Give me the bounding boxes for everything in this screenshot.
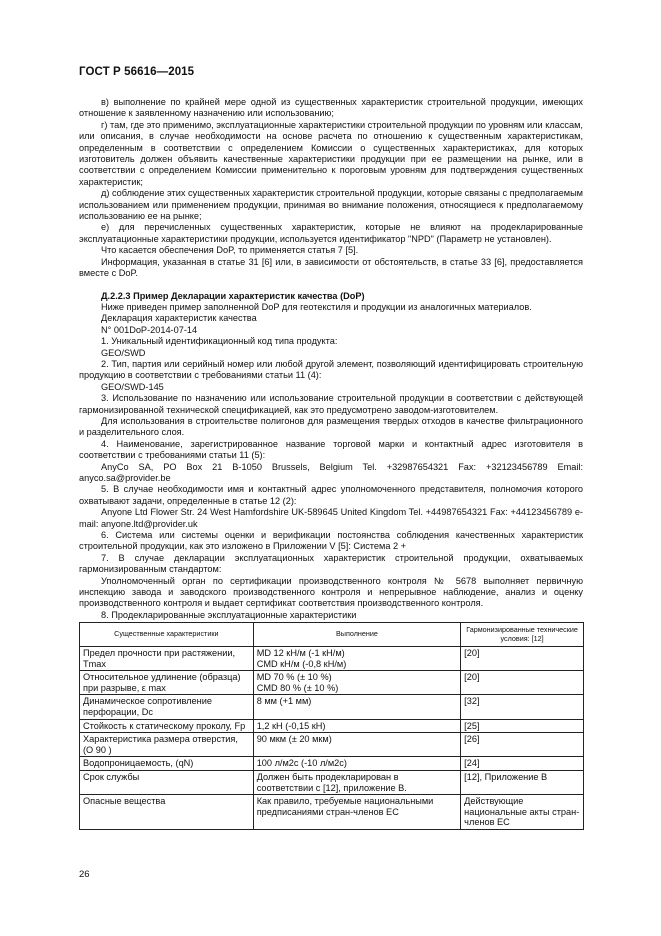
performance-table [79,622,584,830]
declaration-title: Декларация характеристик качества [101,313,257,324]
declaration-item: 2. Тип, партия или серийный номер или любой другой элемент, позволяющий идентифицировать строительную продукцию в соответствии с требованиями статьи 11 (4): [79,358,583,381]
paragraph: в) выполнение по крайней мере одной из существенных характеристик строительной продукции, имеющих отношение к заявленному назначению или использованию; [79,97,583,119]
table-cell: [24] [461,757,584,771]
paragraph: Информация, указанная в статье 31 [6] или, в зависимости от обстоятельств, в статье 33 [6], предоставляется вместе с DoP. [79,256,583,279]
table-row [80,719,584,733]
declaration-item: 5. В случае необходимости имя и контактный адрес уполномоченного представителя, полномочия которого охватывают задачи, определенные в статье 12 (2): [79,484,583,506]
declaration-item: 8. Продекларированные эксплуатационные характеристики [101,609,357,620]
section-intro: Ниже приведен пример заполненной DoP для геотекстиля и продукции из аналогичных материалов. [101,301,532,312]
table-header-cell: Выполнение [253,623,460,647]
declaration-item: GEO/SWD-145 [101,381,164,392]
declaration-item: 6. Система или системы оценки и верификации постоянства соблюдения качественных характеристик строительной продукции, как это изложено в Приложении V [5]: Система 2 + [79,530,583,552]
table-cell: Как правило, требуемые национальными предписаниями стран-членов ЕС [253,795,460,830]
table-cell: 8 мм (+1 мм) [253,695,460,719]
table-row [80,671,584,695]
table-cell: Предел прочности при растяжении, Tmax [80,647,254,671]
table-cell: MD 12 кН/м (-1 кН/м) CMD кН/м (-0,8 кН/м) [253,647,460,671]
table-row [80,757,584,771]
table-header-cell: Существенные характеристики [80,623,254,647]
table-cell: [12], Приложение В [461,771,584,795]
declaration-item: 4. Наименование, зарегистрированное название торговой марки и контактный адрес изготовителя в соответствии с требованиями статьи 11 (5): [79,438,583,461]
declaration-item: 1. Уникальный идентификационный код типа продукта: [101,336,338,347]
document-body [79,97,583,830]
table-cell: Относительное удлинение (образца) при разрыве, ε max [80,671,254,695]
declaration-item: Уполномоченный орган по сертификации производственного контроля № 5678 выполняет первичную инспекцию завода и заводского производственного контроля и непрерывное наблюдение, анализ и оценку производственного контроля и выдает сертификат соответствия производственного контроля. [79,575,583,609]
table-cell: 90 мкм (± 20 мкм) [253,733,460,757]
table-header-cell: Гармонизированные технические условия: [12] [461,623,584,647]
table-cell: 100 л/м2с (-10 л/м2с) [253,757,460,771]
declaration-item: Для использования в строительстве полигонов для размещения твердых отходов в качестве фильтрационного и разделительного слоя. [79,415,583,438]
page-number: 26 [79,869,90,880]
table-cell: Срок службы [80,771,254,795]
table-cell: 1,2 кН (-0,15 кН) [253,719,460,733]
table-cell: Характеристика размера отверстия, (O 90 ) [80,733,254,757]
table-row [80,771,584,795]
table-cell: Должен быть продекларирован в соответствии с [12], приложение В. [253,771,460,795]
table-cell: [26] [461,733,584,757]
table-row [80,733,584,757]
table-cell: [20] [461,671,584,695]
table-cell: [25] [461,719,584,733]
declaration-item: AnyCo SA, PO Box 21 B-1050 Brussels, Belgium Tel. +32987654321 Fax: +32123456789 Email: anyco.sa@provider.be [79,461,583,483]
declaration-item: Anyone Ltd Flower Str. 24 West Hamfordshire UK-589645 United Kingdom Tel. +44987654321 Fax: +44123456789 e-mail: anyone.ltd@provider.uk [79,507,583,529]
table-cell: Стойкость к статическому проколу, Fp [80,719,254,733]
document-header: ГОСТ Р 56616—2015 [79,66,195,78]
table-row [80,695,584,719]
declaration-item: GEO/SWD [101,347,146,358]
declaration-item: 7. В случае декларации эксплуатационных характеристик строительной продукции, охватываемых гармонизированным стандартом: [79,552,583,575]
paragraph: Что касается обеспечения DoP, то применяется статья 7 [5]. [101,245,359,256]
table-row [80,647,584,671]
paragraph: е) для перечисленных существенных характеристик, которые не влияют на продекларированные эксплуатационные характеристики продукции, используется идентификатор "NPD" (Параметр не установлен). [79,222,583,244]
table-row [80,795,584,830]
table-cell: MD 70 % (± 10 %) CMD 80 % (± 10 %) [253,671,460,695]
section-title: Д.2.2.3 Пример Декларации характеристик качества (DoP) [101,290,365,301]
declaration-number: N° 001DoP-2014-07-14 [101,324,198,335]
paragraph: г) там, где это применимо, эксплуатационные характеристики строительной продукции по уровням или классам, или описания, в случае необходимости на основе расчета по отношению к существенным характеристикам, определенным в соответствии с определением Комиссии о существенных характеристиках, для которых изготовитель должен объявить качественные характеристики продукции при ее размещении на рынке, или в соответствии с определением Комиссии применительно к пороговым уровням для подтверждения существенных характеристик; [79,119,583,187]
table-cell: Действующие национальные акты стран-членов ЕС [461,795,584,830]
table-header-row [80,623,584,647]
table-cell: Опасные вещества [80,795,254,830]
declaration-item: 3. Использование по назначению или использование строительной продукции в соответствии с действующей гармонизированной технической спецификацией, как это предусмотрено заводом-изготовителем. [79,393,583,415]
table-cell: [32] [461,695,584,719]
table-cell: Динамическое сопротивление перфорации, Dc [80,695,254,719]
table-cell: Водопроницаемость, (qN) [80,757,254,771]
paragraph: д) соблюдение этих существенных характеристик строительной продукции, которые связаны с предполагаемым использованием или применением продукции, принимая во внимание положения, относящиеся к предполагаемому использованию ее на рынке; [79,188,583,222]
table-cell: [20] [461,647,584,671]
